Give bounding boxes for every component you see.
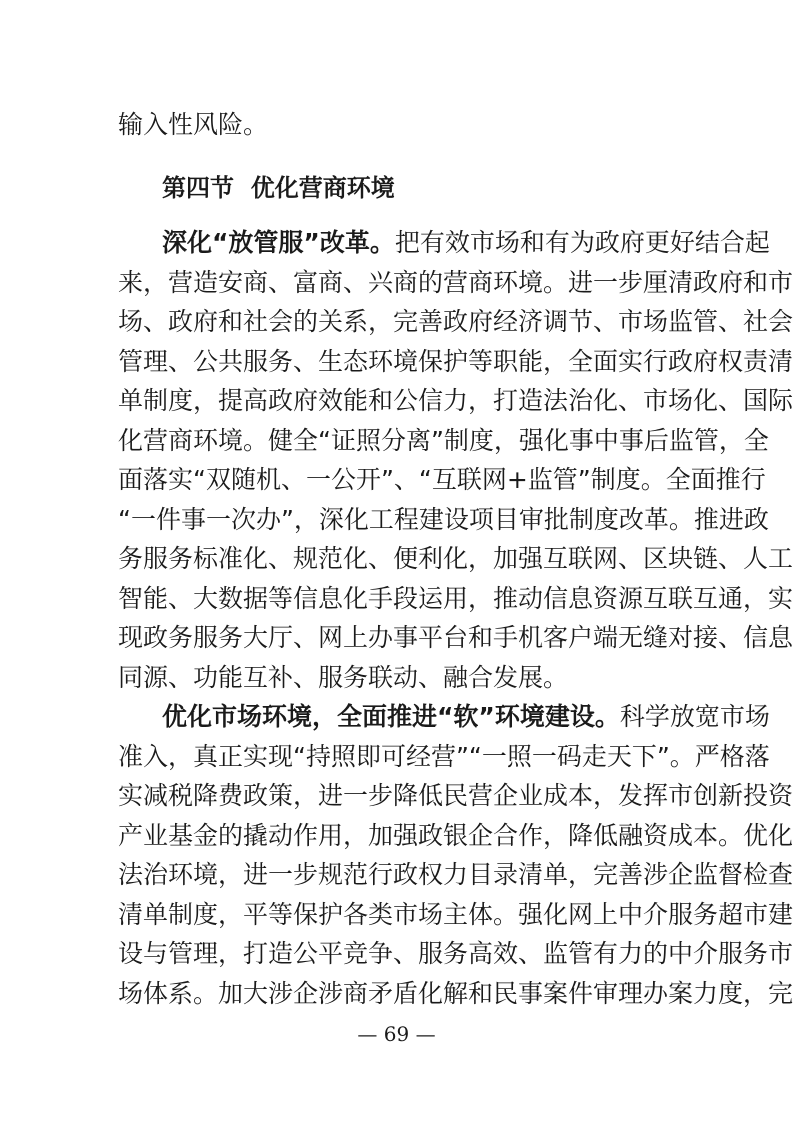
paragraph-lead: 优化市场环境，全面推进“软”环境建设。 bbox=[162, 702, 620, 731]
paragraph-first-line bbox=[162, 697, 770, 737]
text-line: 化营商环境。健全“证照分离”制度，强化事中事后监管，全 bbox=[118, 425, 769, 455]
text-line: 务服务标准化、规范化、便利化，加强互联网、区块链、人工 bbox=[118, 544, 793, 573]
text-line: 准入，真正实现“持照即可经营”“一照一码走天下”。严格落 bbox=[118, 741, 770, 771]
text-line: 实减税降费政策，进一步降低民营企业成本，发挥市创新投资 bbox=[118, 781, 793, 810]
text-line: 同源、功能互补、服务联动、融合发展。 bbox=[118, 662, 569, 692]
text-line: 面落实“双随机、一公开”、“互联网+监管”制度。全面推行 bbox=[118, 465, 766, 494]
text-line: 智能、大数据等信息化手段运用，推动信息资源互联互通，实 bbox=[118, 583, 793, 613]
text-line: 场、政府和社会的关系，完善政府经济调节、市场监管、社会 bbox=[118, 307, 793, 336]
carryover-text: 输入性风险。 bbox=[118, 110, 269, 139]
text-line: 现政务服务大厅、网上办事平台和手机客户端无缝对接、信息 bbox=[118, 623, 793, 652]
text-line: 场体系。加大涉企涉商矛盾化解和民事案件审理办案力度，完 bbox=[118, 978, 793, 1008]
paragraph-first-line bbox=[162, 223, 770, 263]
text-line: 来，营造安商、富商、兴商的营商环境。进一步厘清政府和市 bbox=[118, 267, 793, 297]
text-line: 设与管理，打造公平竞争、服务高效、监管有力的中介服务市 bbox=[118, 939, 793, 968]
text-line: 单制度，提高政府效能和公信力，打造法治化、市场化、国际 bbox=[118, 386, 793, 415]
paragraph-text: 科学放宽市场 bbox=[619, 702, 770, 731]
paragraph-lead: 深化“放管服”改革。 bbox=[162, 228, 395, 257]
text-line: 产业基金的撬动作用，加强政银企合作，降低融资成本。优化 bbox=[118, 820, 793, 850]
paragraph-text: 把有效市场和有为政府更好结合起 bbox=[394, 228, 770, 257]
text-line: 清单制度，平等保护各类市场主体。强化网上中介服务超市建 bbox=[118, 899, 793, 929]
page-number: — 69 — bbox=[357, 1022, 436, 1046]
text-line: “一件事一次办”，深化工程建设项目审批制度改革。推进政 bbox=[118, 504, 769, 534]
text-line: 管理、公共服务、生态环境保护等职能，全面实行政府权责清 bbox=[118, 346, 793, 376]
text-line: 法治环境，进一步规范行政权力目录清单，完善涉企监督检查 bbox=[118, 860, 793, 889]
section-heading: 第四节 优化营商环境 bbox=[162, 174, 395, 202]
